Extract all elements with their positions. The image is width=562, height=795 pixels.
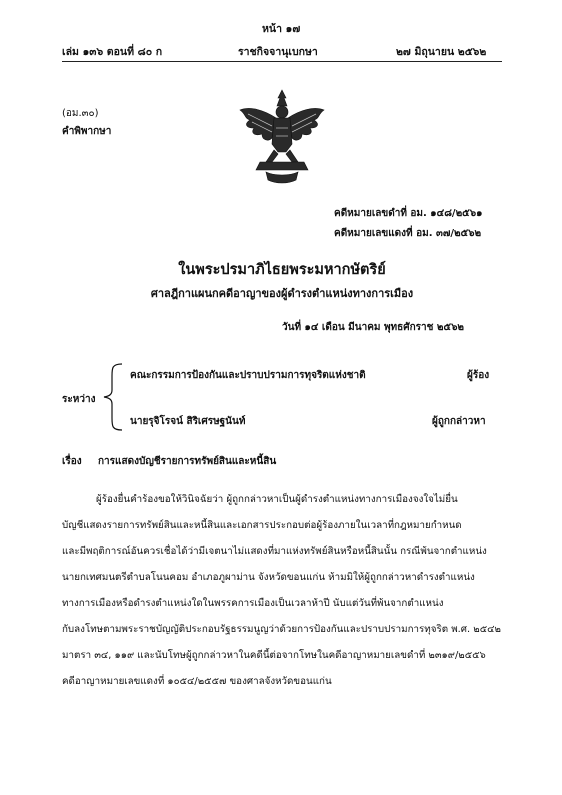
subject-label: เรื่อง xyxy=(62,456,82,467)
body-line: และมีพฤติการณ์อันควรเชื่อได้ว่ามีเจตนาไม่แสดงที่มาแห่งทรัพย์สินหรือหนี้สินนั้น กรณีพ้นจากตำแหน่ง xyxy=(62,546,487,557)
volume-issue: เล่ม ๑๓๖ ตอนที่ ๘๐ ก xyxy=(62,46,163,58)
between-label: ระหว่าง xyxy=(62,394,96,405)
plaintiff-role: ผู้ร้อง xyxy=(467,370,490,381)
case-number-black: คดีหมายเลขดำที่ อม. ๑๔๘/๒๕๖๑ xyxy=(334,208,483,219)
body-line: บัญชีแสดงรายการทรัพย์สินและหนี้สินและเอกสารประกอบต่อผู้ร้องภายในเวลาที่กฎหมายกำหนด xyxy=(62,520,462,531)
case-number-red: คดีหมายเลขแดงที่ อม. ๓๗/๒๕๖๒ xyxy=(334,228,482,239)
plaintiff-name: คณะกรรมการป้องกันและปราบปรามการทุจริตแห่งชาติ xyxy=(130,370,366,381)
body-line: มาตรา ๓๔, ๑๑๙ และนับโทษผู้ถูกกล่าวหาในคดีนี้ต่อจากโทษในคดีอาญาหมายเลขดำที่ ๒๓๑๙/๒๕๕๖ xyxy=(62,650,486,661)
document-type: คำพิพากษา xyxy=(62,126,112,137)
defendant-name: นายรุจิโรจน์ สิริเศรษฐนันท์ xyxy=(130,416,246,427)
gazette-name: ราชกิจจานุเบกษา xyxy=(238,46,318,58)
body-line: ทางการเมืองหรือดำรงตำแหน่งใดในพรรคการเมืองเป็นเวลาห้าปี นับแต่วันที่พ้นจากตำแหน่ง xyxy=(62,598,444,609)
defendant-role: ผู้ถูกกล่าวหา xyxy=(432,416,486,427)
subject-text: การแสดงบัญชีรายการทรัพย์สินและหนี้สิน xyxy=(98,456,277,467)
royal-heading: ในพระปรมาภิไธยพระมหากษัตริย์ xyxy=(178,262,386,278)
page-number: หน้า ๑๗ xyxy=(262,23,301,35)
curly-brace-icon xyxy=(100,362,124,432)
court-name: ศาลฎีกาแผนกคดีอาญาของผู้ดำรงตำแหน่งทางการเมือง xyxy=(150,287,414,300)
header-rule xyxy=(62,61,502,62)
garuda-emblem-icon xyxy=(236,88,328,186)
decision-date: วันที่ ๑๔ เดือน มีนาคม พุทธศักราช ๒๕๖๒ xyxy=(282,322,465,333)
body-line: นายกเทศมนตรีตำบลโนนคอม อำเภอภูผาม่าน จังหวัดขอนแก่น ห้ามมิให้ผู้ถูกกล่าวหาดำรงตำแหน่ง xyxy=(62,572,475,583)
body-line: คดีอาญาหมายเลขแดงที่ ๑๐๕๔/๒๕๕๗ ของศาลจังหวัดขอนแก่น xyxy=(62,676,332,687)
form-code: (อม.๓๐) xyxy=(62,108,99,119)
body-line: กับลงโทษตามพระราชบัญญัติประกอบรัฐธรรมนูญว่าด้วยการป้องกันและปราบปรามการทุจริต พ.ศ. ๒๕๔๒ xyxy=(62,624,501,635)
gazette-date: ๒๗ มิถุนายน ๒๕๖๒ xyxy=(396,46,487,58)
body-line: ผู้ร้องยื่นคำร้องขอให้วินิจฉัยว่า ผู้ถูกกล่าวหาเป็นผู้ดำรงตำแหน่งทางการเมืองจงใจไม่ยื่น xyxy=(96,494,458,505)
